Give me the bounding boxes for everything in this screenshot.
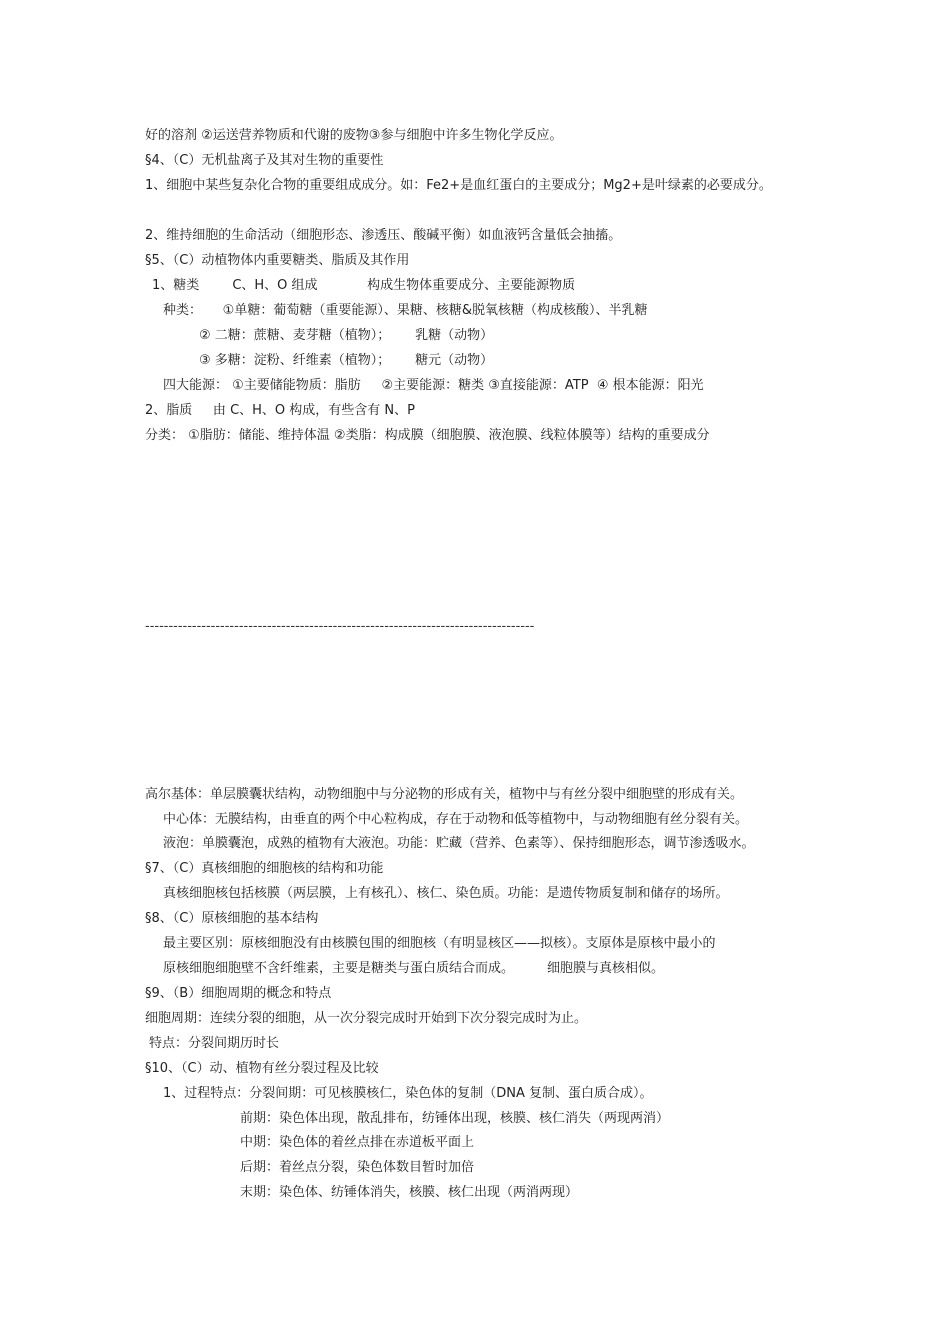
text-line-sugars: 1、糖类 C、H、O 组成 构成生物体重要成分、主要能源物质 xyxy=(152,278,576,293)
text-line-nucleus: 真核细胞核包括核膜（两层膜，上有核孔）、核仁、染色质。功能：是遗传物质复制和储存的场所。 xyxy=(163,886,729,901)
text-line-inorganic-salts-1: 1、细胞中某些复杂化合物的重要组成成分。如：Fe2+是血红蛋白的主要成分；Mg2+是叶绿素的必要成分。 xyxy=(145,178,772,193)
text-line-metaphase: 中期：染色体的着丝点排在赤道板平面上 xyxy=(240,1135,475,1150)
section-heading-4: §4、（C）无机盐离子及其对生物的重要性 xyxy=(145,153,384,168)
text-line-lipid-classes: 分类： ①脂肪：储能、维持体温 ②类脂：构成膜（细胞膜、液泡膜、线粒体膜等）结构的重要成分 xyxy=(145,428,710,443)
text-line-four-energy-sources: 四大能源： ①主要储能物质：脂肪 ②主要能源：糖类 ③直接能源：ATP ④ 根本能源：阳光 xyxy=(163,378,704,393)
text-line-telophase: 末期：染色体、纺锤体消失，核膜、核仁出现（两消两现） xyxy=(240,1185,579,1200)
text-line-golgi: 高尔基体：单层膜囊状结构，动物细胞中与分泌物的形成有关，植物中与有丝分裂中细胞壁的形成有关。 xyxy=(145,787,744,802)
text-line-sugar-types-di: ② 二糖：蔗糖、麦芽糖（植物）； 乳糖（动物） xyxy=(199,328,494,343)
text-line-solvent-functions: 好的溶剂 ②运送营养物质和代谢的废物③参与细胞中许多生物化学反应。 xyxy=(145,128,563,143)
text-line-interphase: 1、过程特点：分裂间期：可见核膜核仁，染色体的复制（DNA 复制、蛋白质合成）。 xyxy=(163,1086,653,1101)
text-line-cell-cycle: 细胞周期：连续分裂的细胞，从一次分裂完成时开始到下次分裂完成时为止。 xyxy=(145,1011,588,1026)
text-line-inorganic-salts-2: 2、维持细胞的生命活动（细胞形态、渗透压、酸碱平衡）如血液钙含量低会抽搐。 xyxy=(145,228,622,243)
text-line-prophase: 前期：染色体出现，散乱排布，纺锤体出现，核膜、核仁消失（两现两消） xyxy=(240,1111,670,1126)
text-line-sugar-types-poly: ③ 多糖：淀粉、纤维素（植物）； 糖元（动物） xyxy=(199,353,494,368)
text-line-prokaryote-difference: 最主要区别：原核细胞没有由核膜包围的细胞核（有明显核区——拟核）。支原体是原核中最小的 xyxy=(163,936,716,951)
text-line-prokaryote-wall: 原核细胞细胞壁不含纤维素，主要是糖类与蛋白质结合而成。 细胞膜与真核相似。 xyxy=(163,961,665,976)
section-heading-5: §5、（C）动植物体内重要糖类、脂质及其作用 xyxy=(145,253,410,268)
section-heading-8: §8、（C）原核细胞的基本结构 xyxy=(145,911,319,926)
section-heading-7: §7、（C）真核细胞的细胞核的结构和功能 xyxy=(145,861,384,876)
text-line-centrosome: 中心体：无膜结构，由垂直的两个中心粒构成，存在于动物和低等植物中，与动物细胞有丝分裂有关。 xyxy=(163,812,749,827)
text-line-anaphase: 后期：着丝点分裂，染色体数目暂时加倍 xyxy=(240,1160,475,1175)
text-line-vacuole: 液泡：单膜囊泡，成熟的植物有大液泡。功能：贮藏（营养、色素等）、保持细胞形态，调节渗透吸水。 xyxy=(163,836,755,851)
text-line-lipids: 2、脂质 由 C、H、O 构成，有些含有 N、P xyxy=(145,403,415,418)
text-line-cell-cycle-feature: 特点：分裂间期历时长 xyxy=(149,1036,280,1051)
section-heading-9: §9、（B）细胞周期的概念和特点 xyxy=(145,986,332,1001)
dashed-separator: ----------------------------------------------------------------------------------- xyxy=(145,619,535,634)
text-line-sugar-types-mono: 种类： ①单糖：葡萄糖（重要能源）、果糖、核糖&脱氧核糖（构成核酸）、半乳糖 xyxy=(163,303,648,318)
section-heading-10: §10、（C）动、植物有丝分裂过程及比较 xyxy=(145,1061,379,1076)
